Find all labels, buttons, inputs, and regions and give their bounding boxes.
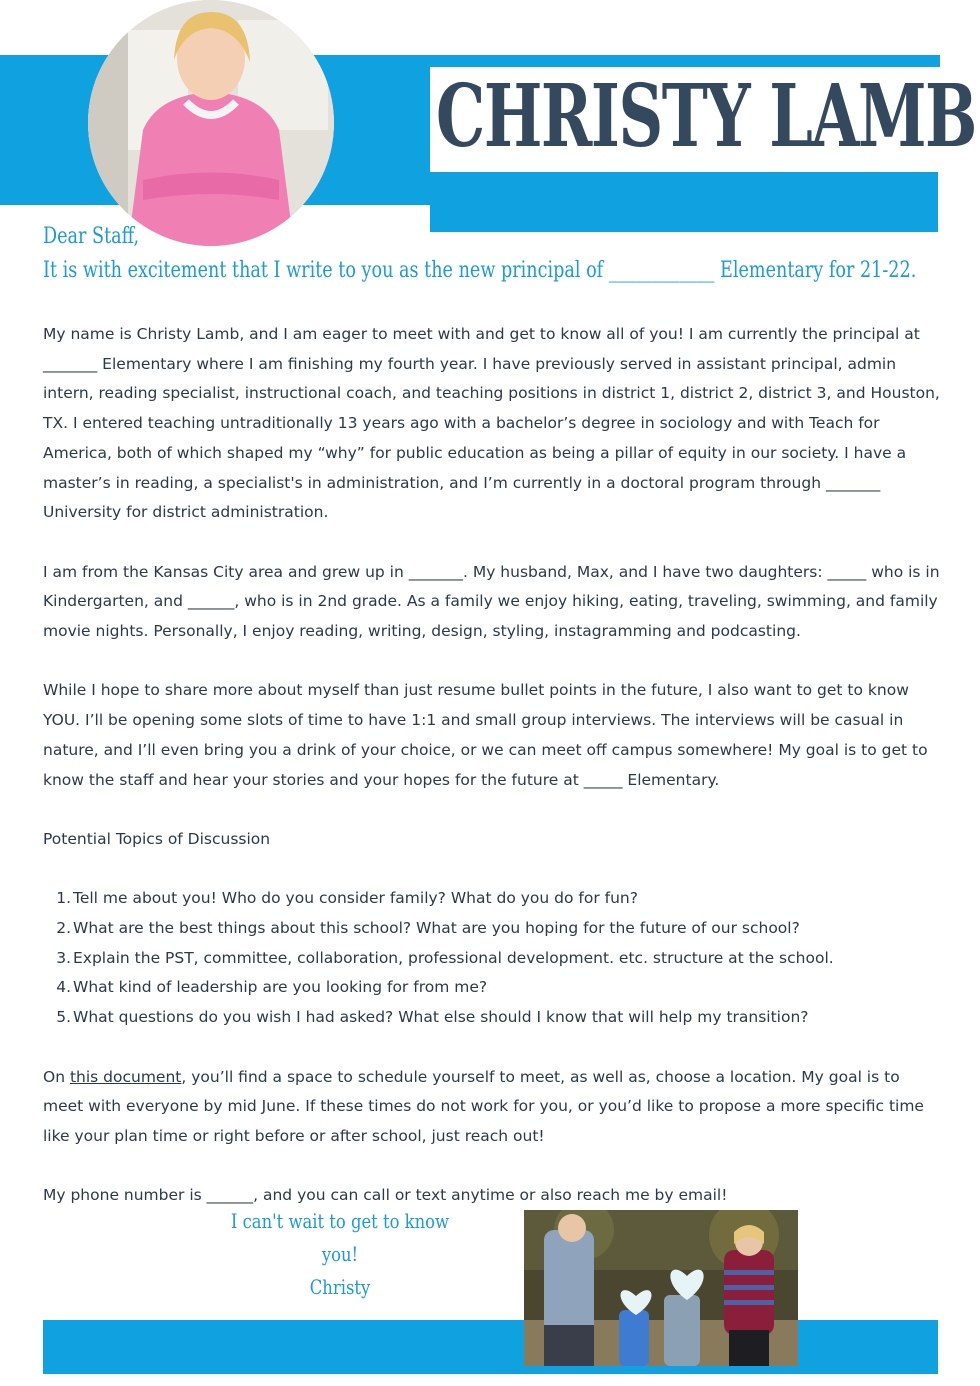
list-item-text: What kind of leadership are you looking for from me? <box>73 978 488 997</box>
family-photo <box>524 1210 798 1366</box>
schedule-document-link[interactable]: this document <box>69 1067 182 1086</box>
schedule-prefix: On <box>43 1067 70 1086</box>
signoff-name: Christy <box>309 1275 371 1299</box>
greeting <box>43 220 916 288</box>
signoff-line: I can't wait to get to know you! <box>230 1209 450 1266</box>
contact-paragraph: My phone number is ______, and you can call or text anytime or also reach me by email! <box>43 1186 728 1205</box>
schedule-paragraph <box>43 1063 943 1152</box>
letter-body <box>43 320 943 1241</box>
greeting-intro: It is with excitement that I write to you as the new principal of ____________ Elementary for 21-22. <box>43 258 917 283</box>
footer-band <box>43 1320 938 1374</box>
signoff <box>200 1205 480 1304</box>
greeting-salutation: Dear Staff, <box>43 224 140 249</box>
intro-paragraph: My name is Christy Lamb, and I am eager to meet with and get to know all of you! I am currently the principal at _______ Elementary where I am finishing my fourth year. I have previously served in assistant principal, admin intern, reading specialist, instructional coach, and teaching positions in district 1, district 2, district 3, and Houston, TX. I entered teaching untraditionally 13 years ago with a bachelor’s degree in sociology and with Teach for America, both of which shaped my “why” for public education as being a pillar of equity in our society. I have a master’s in reading, a specialist's in administration, and I’m currently in a doctoral program through _______ University for district administration. <box>43 325 940 522</box>
list-item-number: 5. <box>56 1008 71 1027</box>
family-paragraph: I am from the Kansas City area and grew up in _______. My husband, Max, and I have two daughters: _____ who is in Kindergarten, and ______, who is in 2nd grade. As a family we enjoy hiking, eating, traveling, swimming, and family movie nights. Personally, I enjoy reading, writing, design, styling, instagramming and podcasting. <box>43 562 940 641</box>
topics-heading: Potential Topics of Discussion <box>43 829 271 848</box>
schedule-text: , you’ll find a space to schedule yourself to meet, as well as, choose a location. My goal is to meet with everyone by mid June. If these times do not work for you, or you’d like to propose a more specific time like your plan time or right before or after school, just reach out! <box>43 1067 924 1145</box>
list-item <box>43 944 943 974</box>
list-item-number: 1. <box>56 889 71 908</box>
interviews-paragraph: While I hope to share more about myself than just resume bullet points in the future, I also want to get to know YOU. I’ll be opening some slots of time to have 1:1 and small group interviews. The interviews will be casual in nature, and I’ll even bring you a drink of your choice, or we can meet off campus somewhere! My goal is to get to know the staff and hear your stories and your hopes for the future at _____ Elementary. <box>43 681 928 789</box>
list-item <box>43 914 943 944</box>
list-item-text: Tell me about you! Who do you consider family? What do you do for fun? <box>73 889 638 908</box>
page-title: CHRISTY LAMB <box>436 66 976 167</box>
list-item-text: What questions do you wish I had asked? What else should I know that will help my transition? <box>73 1008 809 1027</box>
list-item-number: 3. <box>56 948 71 967</box>
list-item-number: 2. <box>56 919 71 937</box>
list-item-text: Explain the PST, committee, collaboration, professional development. etc. structure at the school. <box>73 948 834 967</box>
list-item-text: What are the best things about this school? What are you hoping for the future of our school? <box>73 919 800 937</box>
topics-list <box>43 884 943 1033</box>
portrait-photo <box>88 0 334 246</box>
list-item-number: 4. <box>56 978 71 997</box>
list-item <box>43 973 943 1003</box>
list-item <box>43 884 943 914</box>
list-item <box>43 1003 943 1033</box>
